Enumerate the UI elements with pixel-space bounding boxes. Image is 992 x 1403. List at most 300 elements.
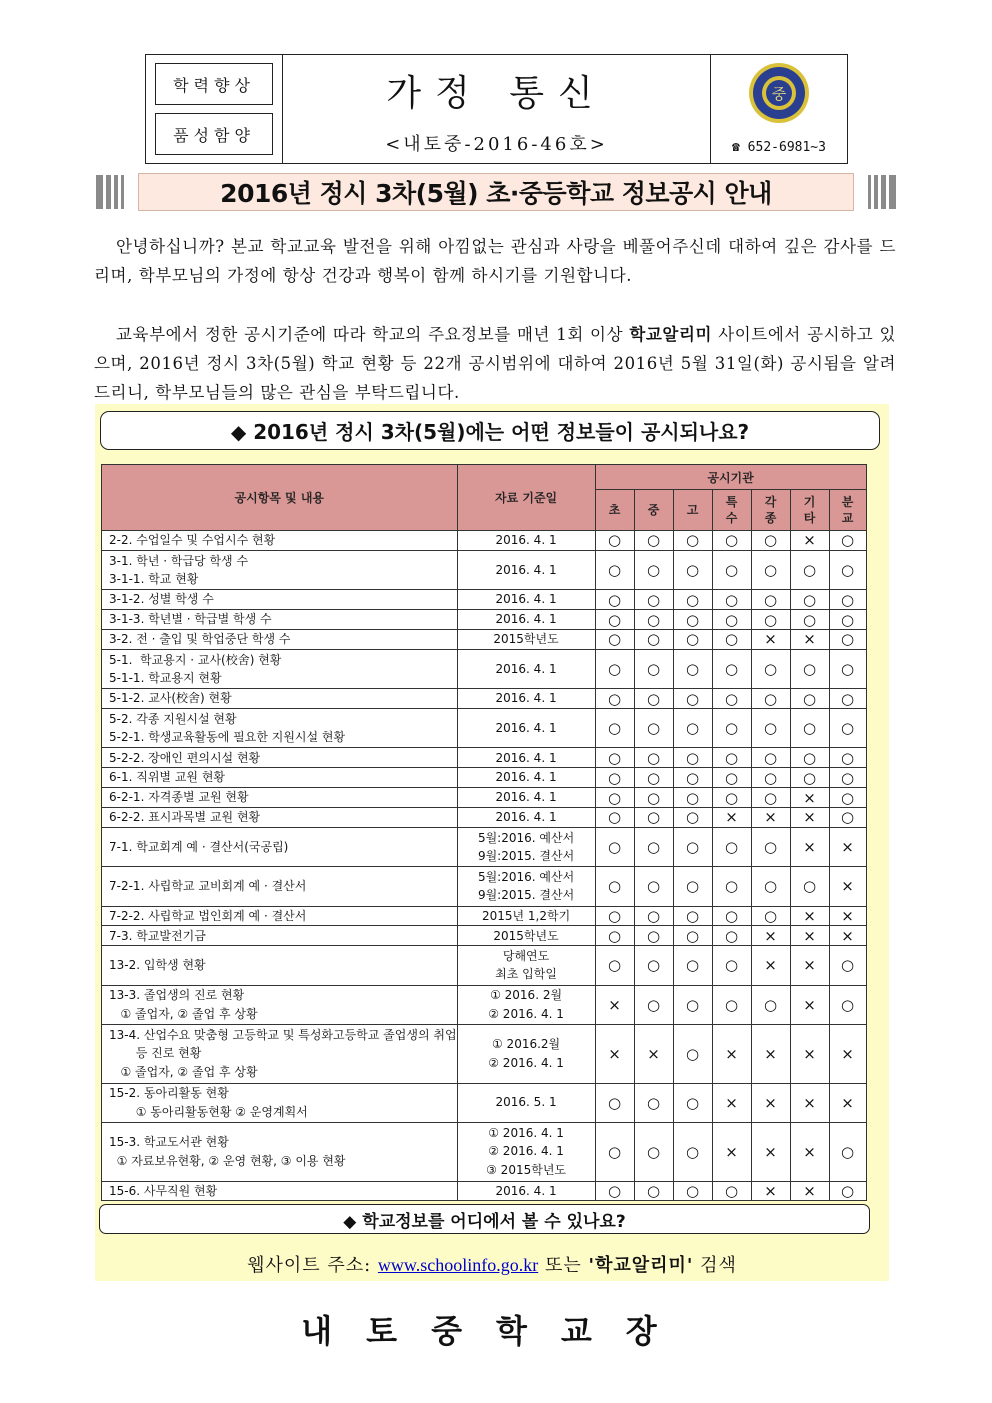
date-text: ② 2016. 4. 1 <box>488 1055 564 1070</box>
disclosure-mark: × <box>751 1122 790 1181</box>
schoolinfo-name: 학교알리미 <box>629 325 713 344</box>
principal-signature: 내토중학교장 <box>301 1312 691 1350</box>
disclosure-mark: ○ <box>673 867 712 906</box>
disclosure-mark: ○ <box>829 709 866 748</box>
disclosure-mark: × <box>790 946 829 985</box>
disclosure-mark: ○ <box>751 906 790 926</box>
disclosure-mark: ○ <box>595 867 634 906</box>
date-cell <box>457 788 595 808</box>
disclosure-mark: ○ <box>673 590 712 610</box>
disclosure-mark: ○ <box>673 748 712 768</box>
disclosure-mark: ○ <box>673 649 712 688</box>
item-text: 5-1-1. 학교용지 현황 <box>109 671 222 685</box>
date-text: 2016. 4. 1 <box>495 533 557 548</box>
disclosure-mark: ○ <box>829 748 866 768</box>
disclosure-mark: ○ <box>829 1122 866 1181</box>
disclosure-mark: ○ <box>673 1181 712 1201</box>
disclosure-mark: ○ <box>634 629 673 649</box>
title-panel <box>283 55 710 163</box>
intro-paragraph-1: 안녕하십니까? 본교 학교교육 발전을 위해 아낌없는 관심과 사랑을 베풀어주신데 대하여 깊은 감사를 드리며, 학부모님의 가정에 항상 건강과 행복이 함께 하시기를 기원합니다. <box>94 237 896 285</box>
date-text: ② 2016. 4. 1 <box>488 1006 564 1021</box>
item-cell <box>102 709 458 748</box>
disclosure-mark: × <box>595 985 634 1024</box>
item-text: ① 동아리활동현황 ② 운영계획서 <box>109 1104 308 1119</box>
disclosure-mark: ○ <box>751 768 790 788</box>
item-cell <box>102 1122 458 1181</box>
disclosure-mark: ○ <box>712 629 751 649</box>
table-row <box>102 926 867 946</box>
disclosure-mark: ○ <box>751 689 790 709</box>
disclosure-mark: ○ <box>634 808 673 828</box>
date-text: 2016. 4. 1 <box>495 1183 557 1198</box>
disclosure-mark: ○ <box>751 649 790 688</box>
table-row <box>102 906 867 926</box>
date-cell <box>457 926 595 946</box>
disclosure-mark: ○ <box>634 1122 673 1181</box>
disclosure-mark: × <box>790 788 829 808</box>
disclosure-mark: ○ <box>595 906 634 926</box>
disclosure-mark: ○ <box>712 926 751 946</box>
item-text: 3-1-3. 학년별 · 학급별 학생 수 <box>109 612 272 627</box>
disclosure-mark: × <box>751 1181 790 1201</box>
table-row <box>102 985 867 1024</box>
col-header-inst-5 <box>790 490 829 531</box>
item-cell <box>102 649 458 688</box>
disclosure-mark: ○ <box>595 689 634 709</box>
item-text: 13-3. 졸업생의 진로 현황 <box>109 988 245 1003</box>
issue-number: <내토중-2016-46호> <box>385 133 608 155</box>
date-cell <box>457 1024 595 1083</box>
disclosure-mark: ○ <box>751 531 790 551</box>
search-keyword: '학교알리미' <box>588 1255 694 1276</box>
item-text: 등 진로 현황 <box>109 1046 202 1061</box>
table-row <box>102 867 867 906</box>
disclosure-mark: ○ <box>673 827 712 866</box>
disclosure-mark: ○ <box>673 788 712 808</box>
col-header-inst-6 <box>829 490 866 531</box>
school-info-panel <box>710 55 847 163</box>
disclosure-mark: ○ <box>829 610 866 630</box>
date-text: 2016. 4. 1 <box>495 592 557 607</box>
item-text: 15-3. 학교도서관 현황 <box>109 1135 229 1150</box>
disclosure-mark: ○ <box>595 531 634 551</box>
table-row <box>102 649 867 688</box>
date-text: 최초 입학일 <box>495 967 557 982</box>
inst-label: 수 <box>725 511 738 525</box>
inst-label: 각 <box>764 495 777 509</box>
disclosure-mark: × <box>829 827 866 866</box>
inst-label: 중 <box>647 503 660 517</box>
disclosure-mark: ○ <box>712 550 751 589</box>
table-row <box>102 629 867 649</box>
disclosure-mark: × <box>751 926 790 946</box>
disclosure-mark: ○ <box>595 550 634 589</box>
item-text: 7-1. 학교회계 예 · 결산서(국공립) <box>109 839 289 854</box>
date-cell <box>457 906 595 926</box>
disclosure-mark: ○ <box>829 985 866 1024</box>
date-text: ② 2016. 4. 1 <box>488 1144 564 1159</box>
date-text: 2015년 1,2학기 <box>481 908 571 923</box>
date-text: ① 2016. 4. 1 <box>488 1125 564 1140</box>
disclosure-mark: ○ <box>673 610 712 630</box>
table-row <box>102 689 867 709</box>
disclosure-mark: ○ <box>712 748 751 768</box>
disclosure-mark: × <box>790 906 829 926</box>
disclosure-mark: ○ <box>712 689 751 709</box>
question-what-disclosed: ◆ 2016년 정시 3차(5월)에는 어떤 정보들이 공시되나요? <box>100 411 880 450</box>
disclosure-mark: ○ <box>595 590 634 610</box>
item-text: 5-2. 각종 지원시설 현황 <box>109 711 237 726</box>
item-cell <box>102 689 458 709</box>
inst-label: 초 <box>608 503 621 517</box>
disclosure-mark: × <box>751 629 790 649</box>
item-text: 15-2. 동아리활동 현황 <box>109 1086 229 1101</box>
disclosure-mark: × <box>751 946 790 985</box>
item-text: 3-2. 전 · 출입 및 학업중단 학생 수 <box>109 632 291 647</box>
date-text: ③ 2015학년도 <box>486 1162 566 1177</box>
item-text: ① 졸업자, ② 졸업 후 상황 <box>109 1006 258 1021</box>
svg-text:중: 중 <box>771 85 787 103</box>
col-header-inst-3 <box>712 490 751 531</box>
disclosure-mark: × <box>829 1083 866 1122</box>
disclosure-mark: ○ <box>751 827 790 866</box>
disclosure-mark: ○ <box>829 649 866 688</box>
disclosure-mark: ○ <box>790 550 829 589</box>
date-text: 2015학년도 <box>493 632 559 647</box>
disclosure-mark: ○ <box>634 946 673 985</box>
date-text: ① 2016. 2월 <box>490 988 563 1003</box>
date-cell <box>457 808 595 828</box>
disclosure-mark: ○ <box>790 649 829 688</box>
disclosure-mark: × <box>712 808 751 828</box>
item-cell <box>102 827 458 866</box>
date-cell <box>457 867 595 906</box>
disclosure-mark: ○ <box>712 827 751 866</box>
disclosure-mark: × <box>712 1122 751 1181</box>
date-text: ① 2016.2월 <box>491 1037 561 1052</box>
website-line <box>95 1251 889 1277</box>
disclosure-mark: ○ <box>595 610 634 630</box>
disclosure-mark: ○ <box>712 590 751 610</box>
date-text: 2016. 4. 1 <box>495 612 557 627</box>
disclosure-mark: ○ <box>673 689 712 709</box>
disclosure-mark: × <box>790 985 829 1024</box>
date-text: 2016. 4. 1 <box>495 750 557 765</box>
item-cell <box>102 531 458 551</box>
date-cell <box>457 1083 595 1122</box>
date-text: 2016. 4. 1 <box>495 562 557 577</box>
date-cell <box>457 946 595 985</box>
disclosure-mark: × <box>829 1024 866 1083</box>
disclosure-mark: ○ <box>829 531 866 551</box>
disclosure-mark: ○ <box>790 610 829 630</box>
item-text: 3-1. 학년 · 학급당 학생 수 <box>109 553 249 568</box>
disclosure-mark: ○ <box>634 531 673 551</box>
date-text: 2016. 4. 1 <box>495 810 557 825</box>
disclosure-mark: ○ <box>634 649 673 688</box>
item-text: 7-2-1. 사립학교 교비회계 예 · 결산서 <box>109 879 307 894</box>
disclosure-mark: ○ <box>673 906 712 926</box>
disclosure-mark: × <box>790 808 829 828</box>
intro-paragraph-2 <box>94 320 896 407</box>
item-text: ① 졸업자, ② 졸업 후 상황 <box>109 1064 258 1079</box>
disclosure-mark: ○ <box>790 590 829 610</box>
disclosure-mark: × <box>829 906 866 926</box>
disclosure-mark: × <box>712 1083 751 1122</box>
disclosure-mark: ○ <box>790 689 829 709</box>
disclosure-mark: × <box>790 1083 829 1122</box>
disclosure-mark: ○ <box>634 768 673 788</box>
disclosure-mark: × <box>790 1122 829 1181</box>
table-row <box>102 550 867 589</box>
newsletter-header <box>145 54 848 164</box>
item-cell <box>102 985 458 1024</box>
disclosure-mark: ○ <box>790 709 829 748</box>
disclosure-mark: ○ <box>673 1083 712 1122</box>
col-header-item: 공시항목 및 내용 <box>102 465 458 531</box>
disclosure-mark: × <box>751 1083 790 1122</box>
banner-bars-left <box>96 175 124 209</box>
col-header-institutions: 공시기관 <box>595 465 866 490</box>
disclosure-mark: ○ <box>751 748 790 768</box>
disclosure-mark: × <box>634 1024 673 1083</box>
date-text: 2016. 5. 1 <box>495 1095 557 1110</box>
date-cell <box>457 827 595 866</box>
disclosure-mark: ○ <box>673 531 712 551</box>
disclosure-mark: ○ <box>595 709 634 748</box>
item-cell <box>102 768 458 788</box>
date-cell <box>457 1122 595 1181</box>
inst-label: 교 <box>841 511 854 525</box>
date-text: 당해연도 <box>502 948 550 963</box>
disclosure-mark: ○ <box>634 1083 673 1122</box>
disclosure-mark: ○ <box>712 768 751 788</box>
disclosure-mark: ○ <box>595 1181 634 1201</box>
item-cell <box>102 946 458 985</box>
question-where-to-see: ◆ 학교정보를 어디에서 볼 수 있나요? <box>99 1204 870 1234</box>
item-text: 3-1-2. 성별 학생 수 <box>109 592 214 607</box>
disclosure-mark: ○ <box>829 689 866 709</box>
disclosure-mark: ○ <box>595 649 634 688</box>
disclosure-mark: ○ <box>634 906 673 926</box>
disclosure-mark: ○ <box>712 1181 751 1201</box>
disclosure-mark: ○ <box>829 629 866 649</box>
disclosure-mark: ○ <box>595 808 634 828</box>
school-emblem-icon <box>747 61 811 125</box>
item-text: 6-2-1. 자격종별 교원 현황 <box>109 790 249 805</box>
date-cell <box>457 590 595 610</box>
item-text: ① 자료보유현황, ② 운영 현황, ③ 이용 현황 <box>109 1153 346 1168</box>
disclosure-mark: ○ <box>595 1083 634 1122</box>
table-row <box>102 827 867 866</box>
disclosure-mark: ○ <box>634 1181 673 1201</box>
schoolinfo-link[interactable]: www.schoolinfo.go.kr <box>377 1255 539 1275</box>
disclosure-mark: ○ <box>790 748 829 768</box>
disclosure-mark: × <box>712 1024 751 1083</box>
website-or: 또는 <box>538 1255 589 1276</box>
disclosure-mark: ○ <box>829 808 866 828</box>
item-text: 13-2. 입학생 현황 <box>109 958 206 973</box>
disclosure-mark: × <box>790 926 829 946</box>
item-text: 5-2-2. 장애인 편의시설 현황 <box>109 750 261 765</box>
table-row <box>102 1083 867 1122</box>
date-text: 2015학년도 <box>493 928 559 943</box>
disclosure-mark: ○ <box>595 926 634 946</box>
date-cell <box>457 689 595 709</box>
disclosure-mark: ○ <box>634 550 673 589</box>
item-text: 7-3. 학교발전기금 <box>109 928 206 943</box>
item-text: 2-2. 수업일수 및 수업시수 현황 <box>109 533 276 548</box>
table-row <box>102 748 867 768</box>
disclosure-mark: ○ <box>829 788 866 808</box>
date-cell <box>457 748 595 768</box>
disclosure-mark: ○ <box>751 709 790 748</box>
disclosure-mark: × <box>829 867 866 906</box>
col-header-inst-2 <box>673 490 712 531</box>
item-cell <box>102 590 458 610</box>
disclosure-mark: × <box>790 531 829 551</box>
item-text: 5-1. 학교용지 · 교사(校舍) 현황 <box>109 652 282 667</box>
item-text: 7-2-2. 사립학교 법인회계 예 · 결산서 <box>109 908 307 923</box>
table-row <box>102 808 867 828</box>
date-cell <box>457 531 595 551</box>
disclosure-mark: ○ <box>790 867 829 906</box>
motto-character: 품성함양 <box>155 113 273 155</box>
disclosure-mark: ○ <box>634 590 673 610</box>
disclosure-mark: ○ <box>673 629 712 649</box>
date-text: 2016. 4. 1 <box>495 661 557 676</box>
date-cell <box>457 550 595 589</box>
disclosure-mark: ○ <box>595 748 634 768</box>
disclosure-mark: ○ <box>634 827 673 866</box>
table-row <box>102 531 867 551</box>
item-text: 5-1-2. 교사(校舍) 현황 <box>109 691 232 706</box>
disclosure-mark: × <box>595 1024 634 1083</box>
disclosure-mark: ○ <box>712 867 751 906</box>
motto-panel <box>146 55 283 163</box>
date-cell <box>457 610 595 630</box>
item-cell <box>102 610 458 630</box>
title-banner <box>96 173 896 211</box>
date-cell <box>457 985 595 1024</box>
disclosure-mark: × <box>751 1024 790 1083</box>
disclosure-mark: ○ <box>712 531 751 551</box>
disclosure-mark: × <box>751 808 790 828</box>
date-cell <box>457 629 595 649</box>
item-cell <box>102 906 458 926</box>
school-phone: ☎ 652-6981~3 <box>732 140 826 155</box>
item-cell <box>102 1083 458 1122</box>
item-text: 15-6. 사무직원 현황 <box>109 1183 218 1198</box>
disclosure-mark: ○ <box>751 788 790 808</box>
item-text: 6-2-2. 표시과목별 교원 현황 <box>109 810 261 825</box>
date-cell <box>457 1181 595 1201</box>
disclosure-mark: ○ <box>673 946 712 985</box>
table-row <box>102 946 867 985</box>
item-text: 5-2-1. 학생교육활동에 필요한 지원시설 현황 <box>109 730 346 745</box>
col-header-inst-4 <box>751 490 790 531</box>
disclosure-mark: ○ <box>751 985 790 1024</box>
disclosure-mark: ○ <box>712 649 751 688</box>
disclosure-mark: ○ <box>712 985 751 1024</box>
intro-text-a: 교육부에서 정한 공시기준에 따라 학교의 주요정보를 매년 1회 이상 <box>116 325 630 344</box>
website-label: 웹사이트 주소: <box>247 1255 378 1276</box>
disclosure-mark: ○ <box>595 788 634 808</box>
table-row <box>102 768 867 788</box>
item-cell <box>102 1181 458 1201</box>
item-cell <box>102 926 458 946</box>
disclosure-mark: ○ <box>829 1181 866 1201</box>
col-header-inst-0 <box>595 490 634 531</box>
disclosure-mark: ○ <box>712 709 751 748</box>
disclosure-mark: × <box>790 827 829 866</box>
item-cell <box>102 867 458 906</box>
disclosure-mark: ○ <box>634 788 673 808</box>
disclosure-mark: ○ <box>634 867 673 906</box>
item-cell <box>102 788 458 808</box>
disclosure-mark: ○ <box>673 926 712 946</box>
banner-title: 2016년 정시 3차(5월) 초·중등학교 정보공시 안내 <box>138 173 854 211</box>
item-text: 6-1. 직위별 교원 현황 <box>109 770 226 785</box>
disclosure-mark: × <box>790 1024 829 1083</box>
date-cell <box>457 768 595 788</box>
disclosure-mark: ○ <box>829 946 866 985</box>
date-cell <box>457 649 595 688</box>
inst-label: 타 <box>803 511 816 525</box>
inst-label: 종 <box>764 511 777 525</box>
disclosure-mark: ○ <box>634 709 673 748</box>
date-text: 2016. 4. 1 <box>495 691 557 706</box>
disclosure-mark: ○ <box>634 985 673 1024</box>
disclosure-mark: ○ <box>751 590 790 610</box>
item-text: 3-1-1. 학교 현황 <box>109 572 199 587</box>
item-cell <box>102 629 458 649</box>
date-text: 9월:2015. 결산서 <box>477 888 575 903</box>
disclosure-mark: × <box>790 1181 829 1201</box>
disclosure-mark: ○ <box>595 768 634 788</box>
item-cell <box>102 748 458 768</box>
banner-bars-right <box>868 175 896 209</box>
website-search: 검색 <box>693 1255 737 1276</box>
col-header-date: 자료 기준일 <box>457 465 595 531</box>
disclosure-mark: ○ <box>595 1122 634 1181</box>
disclosure-mark: ○ <box>595 827 634 866</box>
date-text: 5월:2016. 예산서 <box>477 830 575 845</box>
disclosure-mark: ○ <box>634 610 673 630</box>
inst-label: 특 <box>725 495 738 509</box>
newsletter-title: 가정 통신 <box>386 72 607 114</box>
disclosure-table <box>101 464 867 1201</box>
col-header-inst-1 <box>634 490 673 531</box>
inst-label: 고 <box>686 503 699 517</box>
disclosure-mark: ○ <box>829 550 866 589</box>
date-text: 5월:2016. 예산서 <box>477 869 575 884</box>
table-row <box>102 788 867 808</box>
disclosure-mark: ○ <box>712 946 751 985</box>
disclosure-mark: ○ <box>751 867 790 906</box>
disclosure-mark: ○ <box>712 610 751 630</box>
disclosure-mark: × <box>829 926 866 946</box>
date-text: 2016. 4. 1 <box>495 720 557 735</box>
disclosure-mark: ○ <box>595 946 634 985</box>
disclosure-mark: ○ <box>751 610 790 630</box>
inst-label: 기 <box>803 495 816 509</box>
disclosure-mark: ○ <box>673 709 712 748</box>
disclosure-mark: ○ <box>634 748 673 768</box>
date-text: 9월:2015. 결산서 <box>477 849 575 864</box>
item-text: 13-4. 산업수요 맞춤형 고등학교 및 특성화고등학교 졸업생의 취업 <box>109 1027 457 1042</box>
disclosure-mark: ○ <box>712 906 751 926</box>
